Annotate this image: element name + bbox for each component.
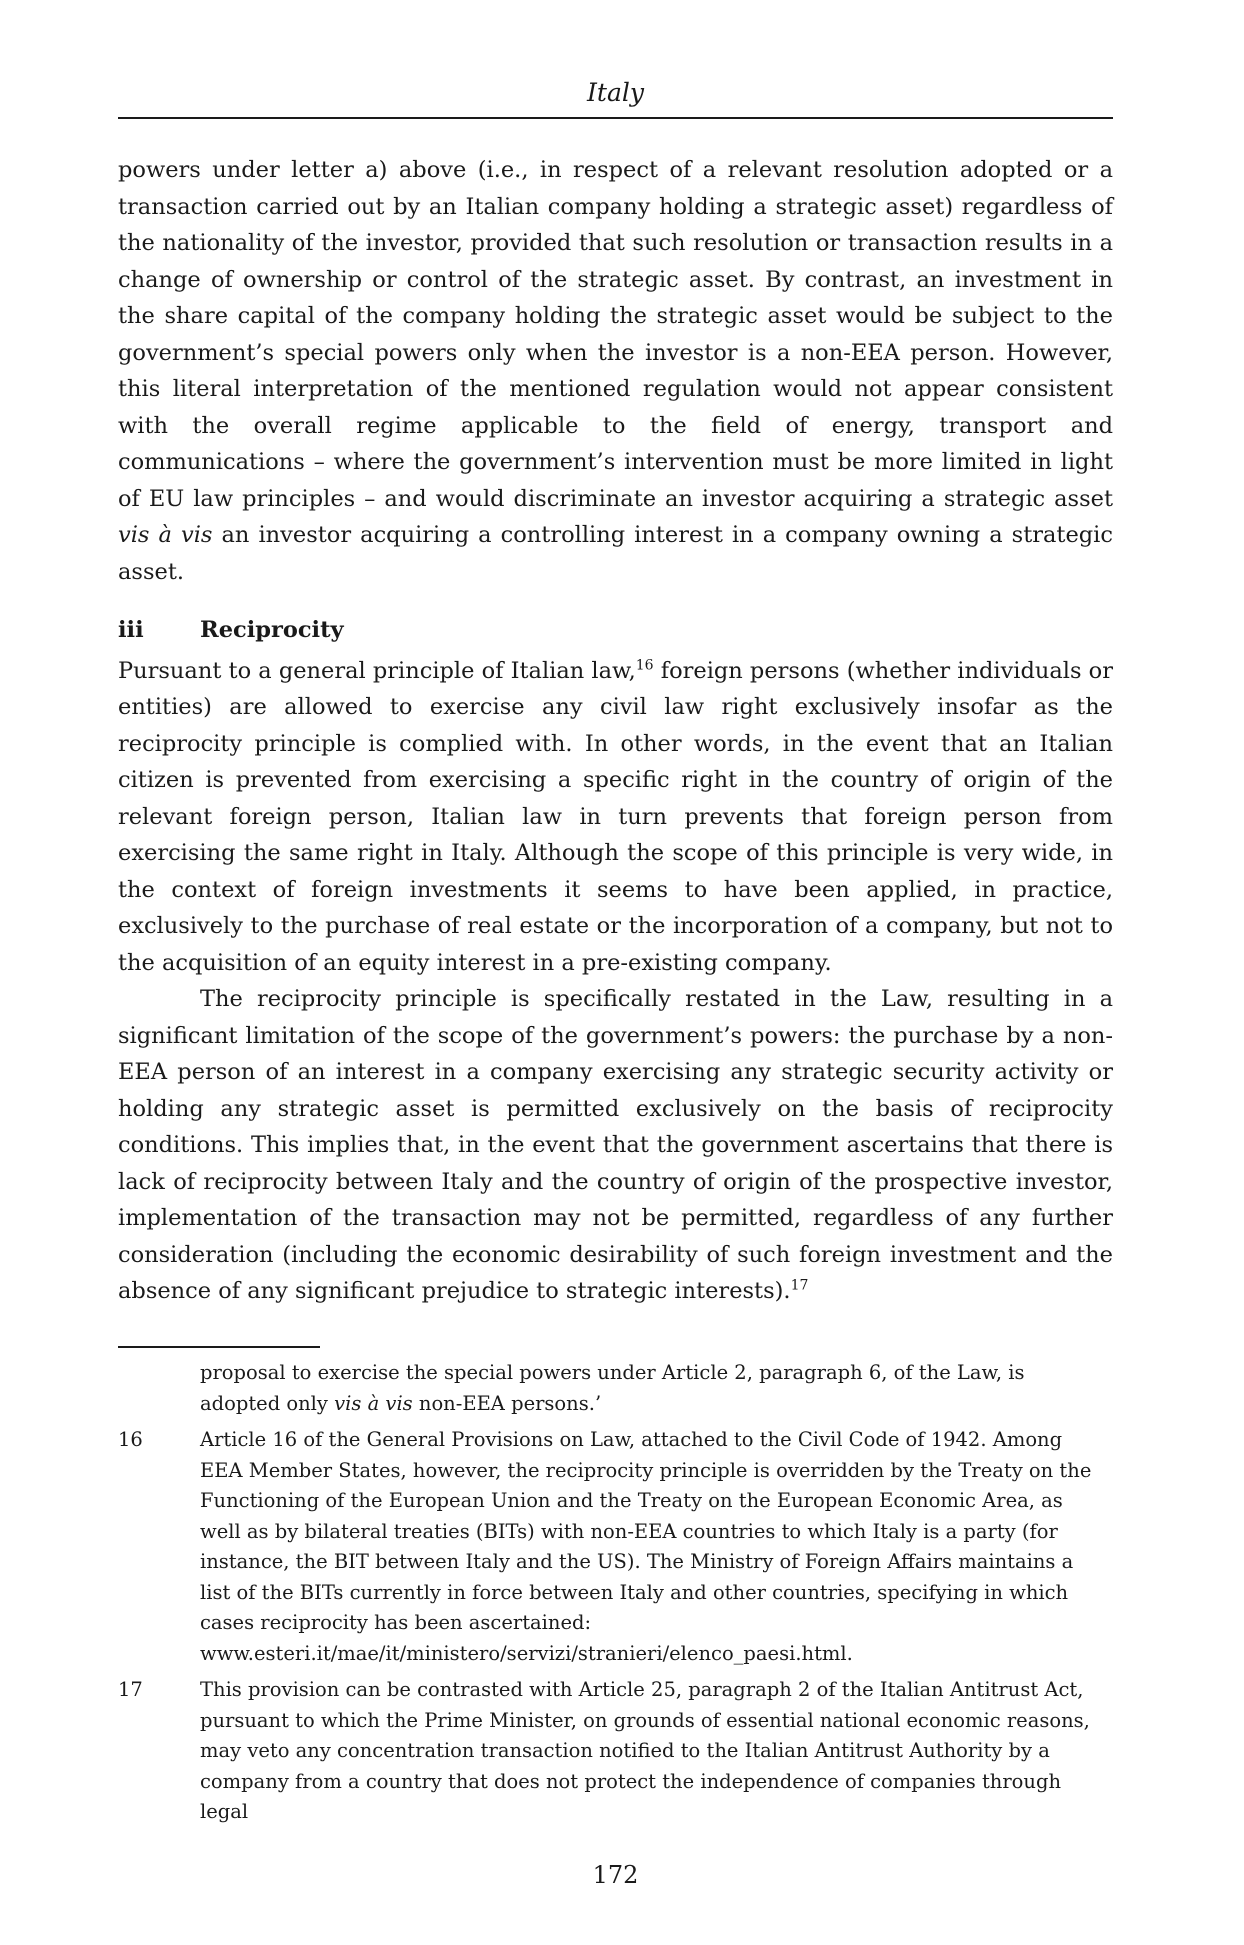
- main-text: [118, 152, 1113, 1310]
- footnote-continued: [118, 1358, 1113, 1419]
- paragraph-text: an investor acquiring a controlling interest in a company owning a strategic asset.: [118, 522, 1113, 585]
- footnote-ref-17[interactable]: 17: [790, 1277, 809, 1294]
- footnote-number-blank: [118, 1358, 200, 1419]
- page-number: 172: [592, 1861, 639, 1889]
- paragraph-reciprocity-principle: [118, 653, 1113, 982]
- footnote-rule: [118, 1346, 320, 1348]
- footnote-number: 16: [118, 1428, 143, 1451]
- footnote-ref-16[interactable]: 16: [635, 657, 654, 673]
- footnotes: [118, 1358, 1113, 1834]
- footnote-text: This provision can be contrasted with Article 25, paragraph 2 of the Italian Antitrust Act, pursuant to which the Prime Minister, on grounds of essential national economic reasons, may veto any concentration transaction notified to the Italian Antitrust Authority by a company from a country that does not protect the independence of companies through legal: [200, 1678, 1090, 1823]
- running-head: Italy: [587, 78, 644, 107]
- paragraph-special-powers: [118, 152, 1113, 590]
- section-number: iii: [118, 617, 144, 643]
- book-page: [118, 0, 1113, 1945]
- footnote-text: Article 16 of the General Provisions on Law, attached to the Civil Code of 1942. Among EEA Member States, however, the reciprocity principle is overridden by the Treaty on the Functioning of the European Union and the Treaty on the European Economic Area, as well as by bilateral treaties (BITs) with non-EEA countries to which Italy is a party (for instance, the BIT between Italy and the US). The Ministry of Foreign Affairs maintains a list of the BITs currently in force between Italy and other countries, specifying in which cases reciprocity has been ascertained: www.esteri.it/mae/it/ministero/servizi/stranieri/elenco_paesi.html.: [200, 1428, 1092, 1665]
- header-rule: [118, 117, 1113, 119]
- footnote-17: [118, 1675, 1113, 1828]
- section-heading: [118, 612, 1113, 649]
- footnote-text: proposal to exercise the special powers under Article 2, paragraph 6, of the Law, is adopted only vis à vis non-EEA persons.’: [200, 1361, 1025, 1415]
- paragraph-text: foreign persons (whether individuals or entities) are allowed to exercise any civil law right exclusively insofar as the reciprocity principle is complied with. In other words, in the event that an Italian citizen is prevented from exercising a specific right in the country of origin of the relevant foreign person, Italian law in turn prevents that foreign person from exercising the same right in Italy. Although the scope of this principle is very wide, in the context of foreign investments it seems to have been applied, in practice, exclusively to the purchase of real estate or the incorporation of a company, but not to the acquisition of an equity interest in a pre-existing company.: [118, 657, 1113, 976]
- italic-phrase: vis à vis: [334, 1391, 413, 1415]
- footnote-16: [118, 1425, 1113, 1669]
- italic-phrase: vis à vis: [118, 522, 213, 548]
- footnote-number: 17: [118, 1678, 143, 1701]
- paragraph-text: powers under letter a) above (i.e., in respect of a relevant resolution adopted or a transaction carried out by an Italian company holding a strategic asset) regardless of the nationality of the investor, provided that such resolution or transaction results in a change of ownership or control of the strategic asset. By contrast, an investment in the share capital of the company holding the strategic asset would be subject to the government’s special powers only when the investor is a non-EEA person. However, this literal interpretation of the mentioned regulation would not appear consistent with the overall regime applicable to the field of energy, transport and communications – where the government’s intervention must be more limited in light of EU law principles – and would discriminate an investor acquiring a strategic asset: [118, 157, 1113, 512]
- paragraph-text: The reciprocity principle is specifically restated in the Law, resulting in a significant limitation of the scope of the government’s powers: the purchase by a non-EEA person of an interest in a company exercising any strategic security activity or holding any strategic asset is permitted exclusively on the basis of reciprocity conditions. This implies that, in the event that the government ascertains that there is lack of reciprocity between Italy and the country of origin of the prospective investor, implementation of the transaction may not be permitted, regardless of any further consideration (including the economic desirability of such foreign investment and the absence of any significant prejudice to strategic interests).: [118, 986, 1113, 1304]
- paragraph-text: Pursuant to a general principle of Italian law,: [118, 657, 636, 684]
- section-title: Reciprocity: [200, 617, 344, 643]
- paragraph-reciprocity-law: [118, 981, 1113, 1310]
